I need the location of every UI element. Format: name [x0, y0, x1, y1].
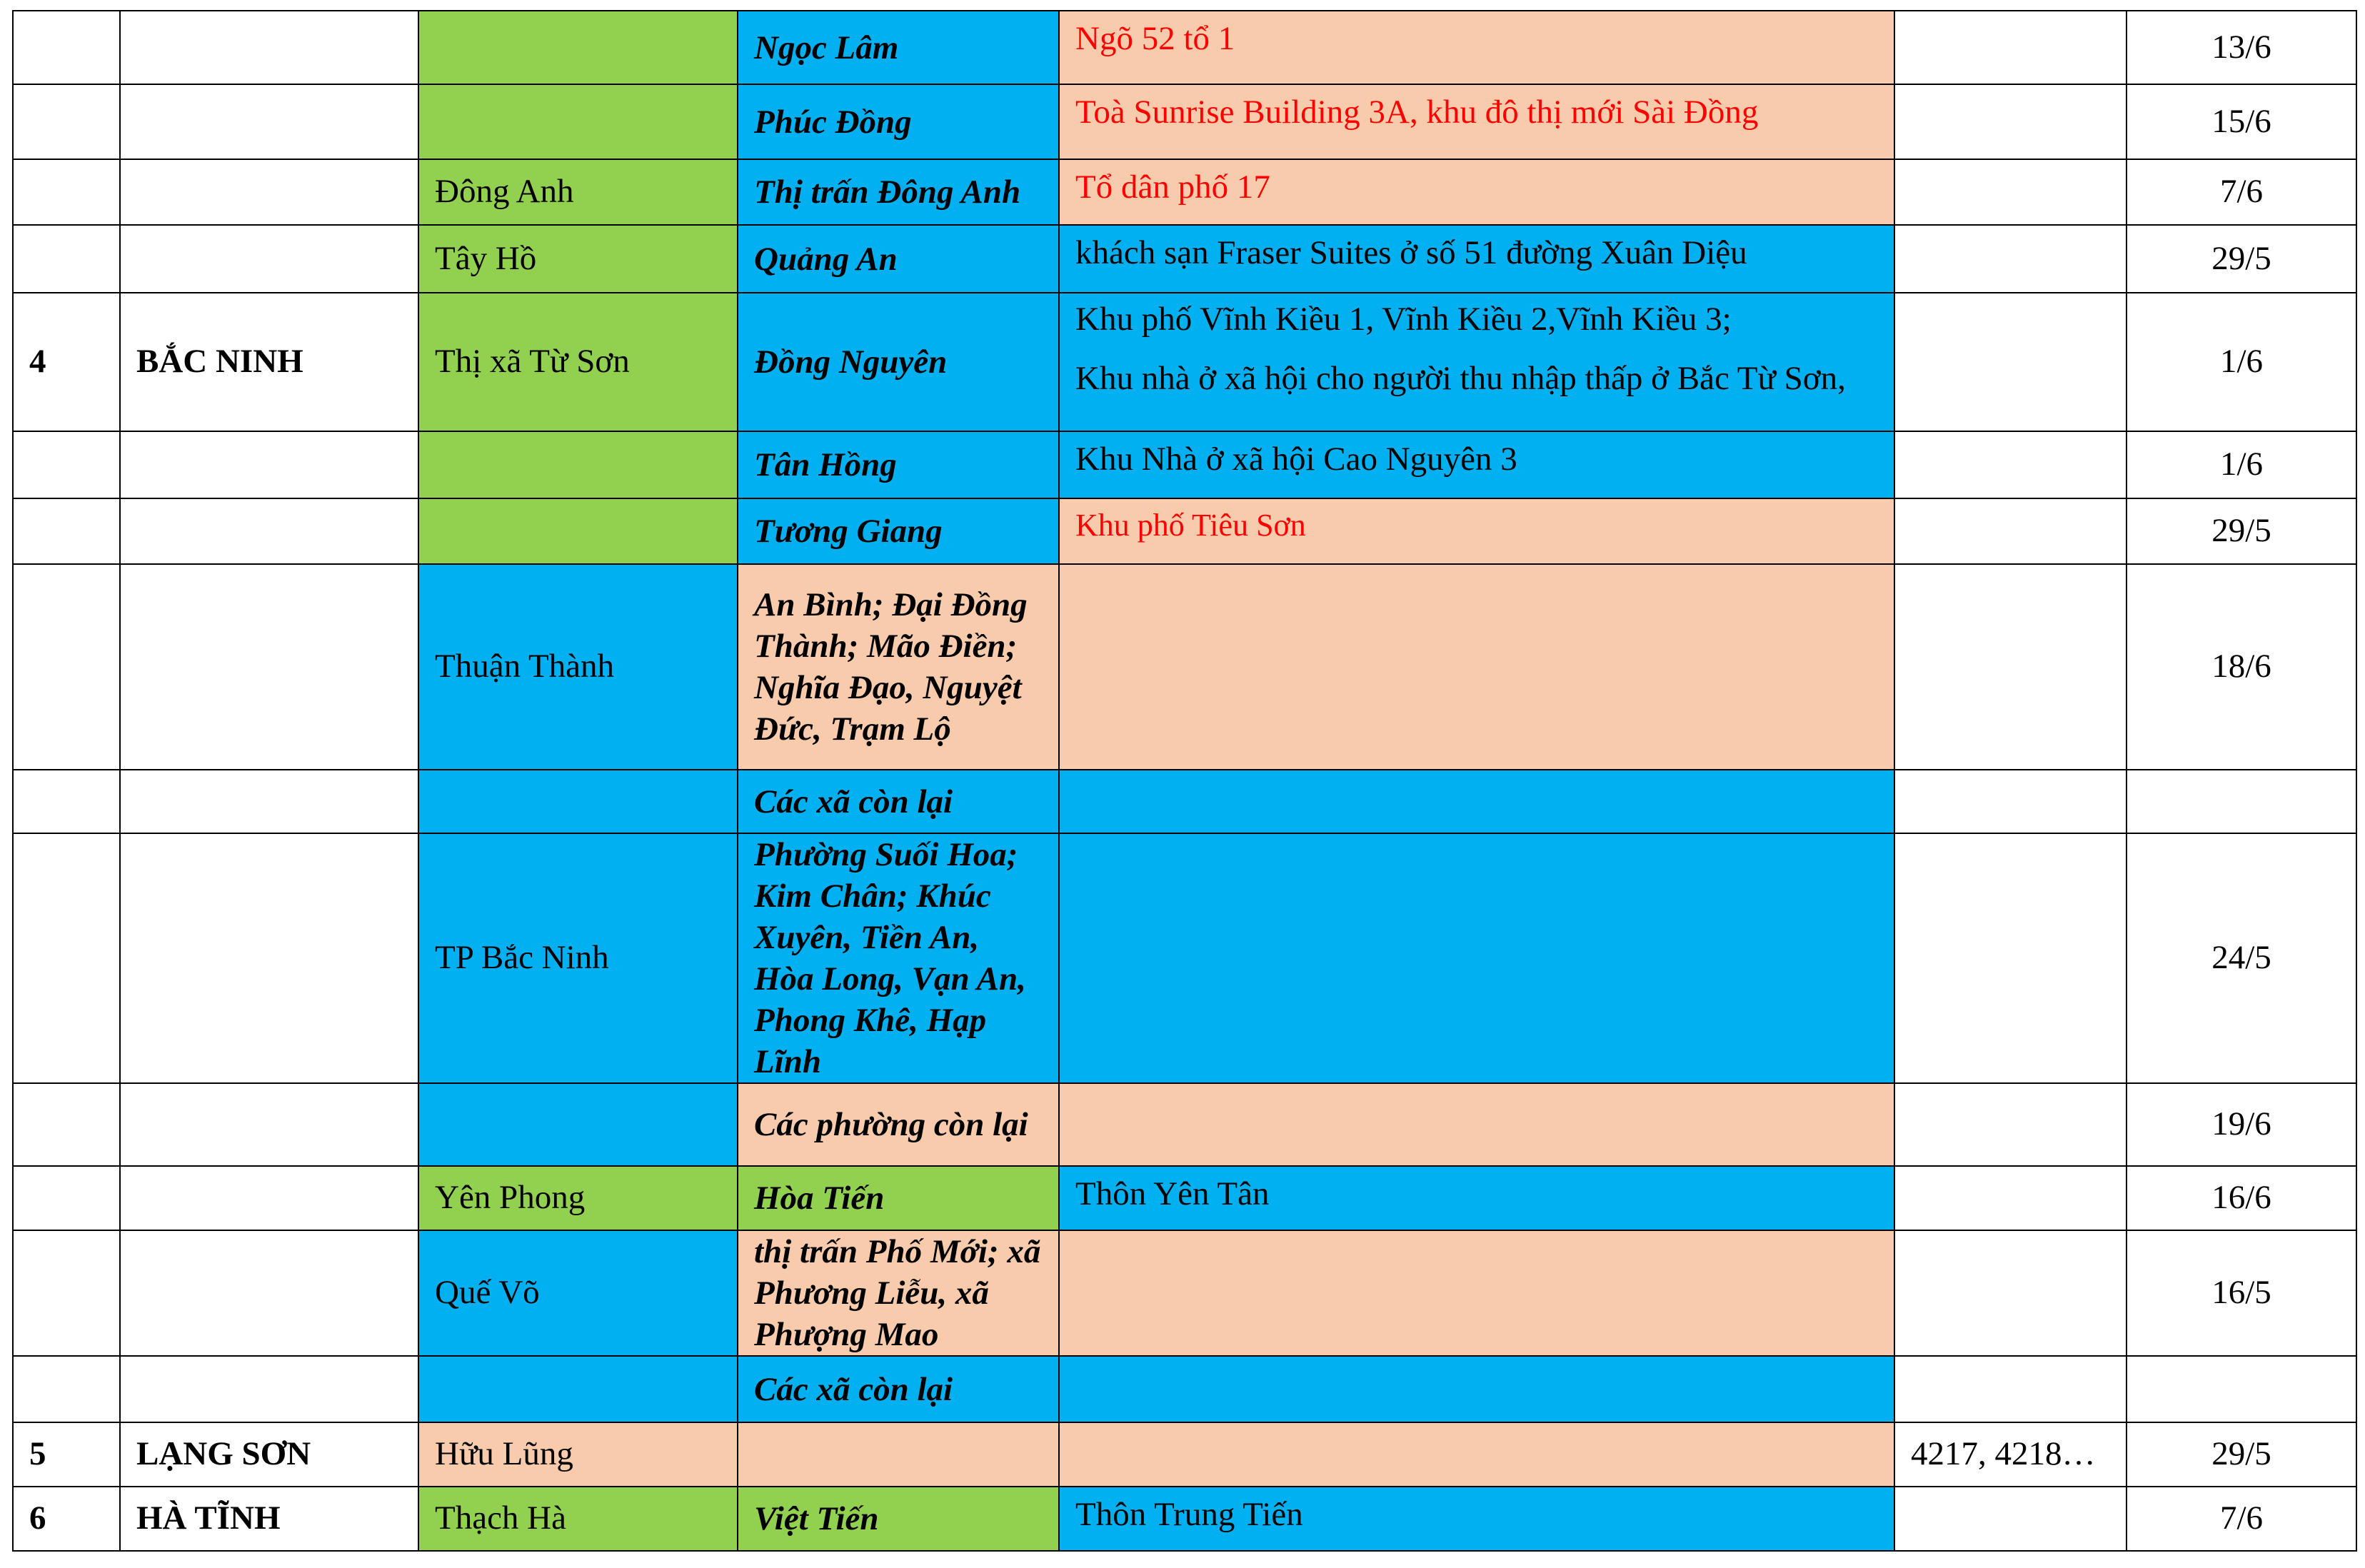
stt-cell: [13, 225, 120, 293]
detail-cell: [1059, 498, 1894, 564]
ward-cell: Các xã còn lại: [738, 1356, 1059, 1422]
ward-cell: Ngọc Lâm: [738, 11, 1059, 84]
district-cell: [418, 1083, 738, 1166]
table-row: [13, 1230, 2356, 1356]
province-cell: [120, 159, 418, 225]
district-cell: [418, 11, 738, 84]
detail-line: Thôn Trung Tiến: [1075, 1496, 1303, 1533]
detail-line: khách sạn Fraser Suites ở số 51 đường Xuân Diệu: [1075, 234, 1747, 271]
district-cell: Yên Phong: [418, 1166, 738, 1230]
stt-cell: [13, 431, 120, 498]
stt-cell: [13, 1083, 120, 1166]
code-cell: [1894, 225, 2127, 293]
table-row: [13, 11, 2356, 84]
stt-cell: [13, 84, 120, 159]
date-cell: 16/5: [2127, 1230, 2356, 1356]
ward-cell: Phúc Đồng: [738, 84, 1059, 159]
detail-cell: [1059, 564, 1894, 770]
detail-cell: [1059, 11, 1894, 84]
stt-cell: [13, 159, 120, 225]
ward-cell: Việt Tiến: [738, 1487, 1059, 1551]
date-cell: 29/5: [2127, 498, 2356, 564]
detail-cell: [1059, 1083, 1894, 1166]
code-cell: [1894, 293, 2127, 431]
province-cell: BẮC NINH: [120, 293, 418, 431]
ward-cell: Tương Giang: [738, 498, 1059, 564]
ward-cell: Thị trấn Đông Anh: [738, 159, 1059, 225]
stt-cell: [13, 833, 120, 1083]
detail-line: Tổ dân phố 17: [1075, 169, 1270, 206]
date-cell: 7/6: [2127, 1487, 2356, 1551]
stt-cell: [13, 1356, 120, 1422]
table-row: [13, 431, 2356, 498]
date-cell: [2127, 770, 2356, 833]
date-cell: 15/6: [2127, 84, 2356, 159]
detail-cell: [1059, 431, 1894, 498]
stt-cell: [13, 1166, 120, 1230]
stt-cell: [13, 770, 120, 833]
stt-cell: [13, 498, 120, 564]
detail-line: Thôn Yên Tân: [1075, 1175, 1270, 1212]
district-cell: Thạch Hà: [418, 1487, 738, 1551]
code-cell: [1894, 498, 2127, 564]
table-row: [13, 293, 2356, 431]
date-cell: [2127, 1356, 2356, 1422]
detail-cell: [1059, 1356, 1894, 1422]
district-cell: TP Bắc Ninh: [418, 833, 738, 1083]
detail-line: Khu Nhà ở xã hội Cao Nguyên 3: [1075, 441, 1517, 478]
detail-line: Toà Sunrise Building 3A, khu đô thị mới Sài Đồng: [1075, 94, 1759, 131]
ward-cell: Tân Hồng: [738, 431, 1059, 498]
province-cell: [120, 1230, 418, 1356]
province-cell: [120, 1083, 418, 1166]
province-cell: [120, 833, 418, 1083]
province-cell: [120, 770, 418, 833]
ward-cell: Hòa Tiến: [738, 1166, 1059, 1230]
table-row: [13, 770, 2356, 833]
date-cell: 24/5: [2127, 833, 2356, 1083]
table-row: [13, 1083, 2356, 1166]
province-cell: [120, 225, 418, 293]
date-cell: 19/6: [2127, 1083, 2356, 1166]
province-cell: [120, 498, 418, 564]
table-row: [13, 1487, 2356, 1551]
code-cell: [1894, 770, 2127, 833]
district-cell: Đông Anh: [418, 159, 738, 225]
ward-cell: thị trấn Phố Mới; xã Phương Liễu, xã Phượng Mao: [738, 1230, 1059, 1356]
code-cell: [1894, 84, 2127, 159]
province-cell: [120, 1166, 418, 1230]
date-cell: 29/5: [2127, 225, 2356, 293]
detail-cell: [1059, 84, 1894, 159]
ward-cell: Đồng Nguyên: [738, 293, 1059, 431]
table-row: [13, 225, 2356, 293]
table-row: [13, 1166, 2356, 1230]
code-cell: 4217, 4218…: [1894, 1422, 2127, 1487]
stt-cell: 5: [13, 1422, 120, 1487]
table-row: [13, 159, 2356, 225]
ward-cell: Quảng An: [738, 225, 1059, 293]
date-cell: 18/6: [2127, 564, 2356, 770]
date-cell: 1/6: [2127, 431, 2356, 498]
province-cell: HÀ TĨNH: [120, 1487, 418, 1551]
province-cell: [120, 1356, 418, 1422]
detail-cell: [1059, 293, 1894, 431]
code-cell: [1894, 431, 2127, 498]
detail-line: Khu phố Tiêu Sơn: [1075, 508, 1306, 543]
code-cell: [1894, 564, 2127, 770]
province-cell: [120, 564, 418, 770]
detail-cell: [1059, 1166, 1894, 1230]
ward-cell: Phường Suối Hoa; Kim Chân; Khúc Xuyên, Tiền An, Hòa Long, Vạn An, Phong Khê, Hạp Lĩnh: [738, 833, 1059, 1083]
district-cell: [418, 1356, 738, 1422]
date-cell: 7/6: [2127, 159, 2356, 225]
detail-cell: [1059, 770, 1894, 833]
ward-cell: An Bình; Đại Đồng Thành; Mão Điền; Nghĩa Đạo, Nguyệt Đức, Trạm Lộ: [738, 564, 1059, 770]
province-cell: [120, 84, 418, 159]
detail-cell: [1059, 225, 1894, 293]
ward-cell: Các phường còn lại: [738, 1083, 1059, 1166]
district-cell: Thị xã Từ Sơn: [418, 293, 738, 431]
detail-line: Ngõ 52 tổ 1: [1075, 20, 1235, 57]
code-cell: [1894, 1166, 2127, 1230]
date-cell: 1/6: [2127, 293, 2356, 431]
detail-line: Khu phố Vĩnh Kiều 1, Vĩnh Kiều 2,Vĩnh Kiều 3;: [1075, 301, 1732, 338]
date-cell: 29/5: [2127, 1422, 2356, 1487]
detail-cell: [1059, 1422, 1894, 1487]
code-cell: [1894, 1487, 2127, 1551]
ward-cell: [738, 1422, 1059, 1487]
table-row: [13, 564, 2356, 770]
table-row: [13, 84, 2356, 159]
code-cell: [1894, 833, 2127, 1083]
outbreak-table: [12, 10, 2357, 1552]
date-cell: 16/6: [2127, 1166, 2356, 1230]
code-cell: [1894, 1356, 2127, 1422]
table-row: [13, 1422, 2356, 1487]
province-cell: [120, 431, 418, 498]
province-cell: [120, 11, 418, 84]
stt-cell: 6: [13, 1487, 120, 1551]
table-row: [13, 498, 2356, 564]
stt-cell: [13, 1230, 120, 1356]
table-row: [13, 1356, 2356, 1422]
ward-cell: Các xã còn lại: [738, 770, 1059, 833]
stt-cell: 4: [13, 293, 120, 431]
detail-cell: [1059, 159, 1894, 225]
detail-cell: [1059, 1487, 1894, 1551]
stt-cell: [13, 564, 120, 770]
district-cell: Tây Hồ: [418, 225, 738, 293]
district-cell: Hữu Lũng: [418, 1422, 738, 1487]
district-cell: [418, 84, 738, 159]
table-row: [13, 833, 2356, 1083]
code-cell: [1894, 159, 2127, 225]
detail-cell: [1059, 1230, 1894, 1356]
code-cell: [1894, 11, 2127, 84]
code-cell: [1894, 1083, 2127, 1166]
province-cell: LẠNG SƠN: [120, 1422, 418, 1487]
district-cell: Thuận Thành: [418, 564, 738, 770]
code-cell: [1894, 1230, 2127, 1356]
district-cell: [418, 770, 738, 833]
date-cell: 13/6: [2127, 11, 2356, 84]
detail-cell: [1059, 833, 1894, 1083]
stt-cell: [13, 11, 120, 84]
district-cell: Quế Võ: [418, 1230, 738, 1356]
district-cell: [418, 431, 738, 498]
district-cell: [418, 498, 738, 564]
detail-line: Khu nhà ở xã hội cho người thu nhập thấp ở Bắc Từ Sơn,: [1075, 360, 1846, 398]
